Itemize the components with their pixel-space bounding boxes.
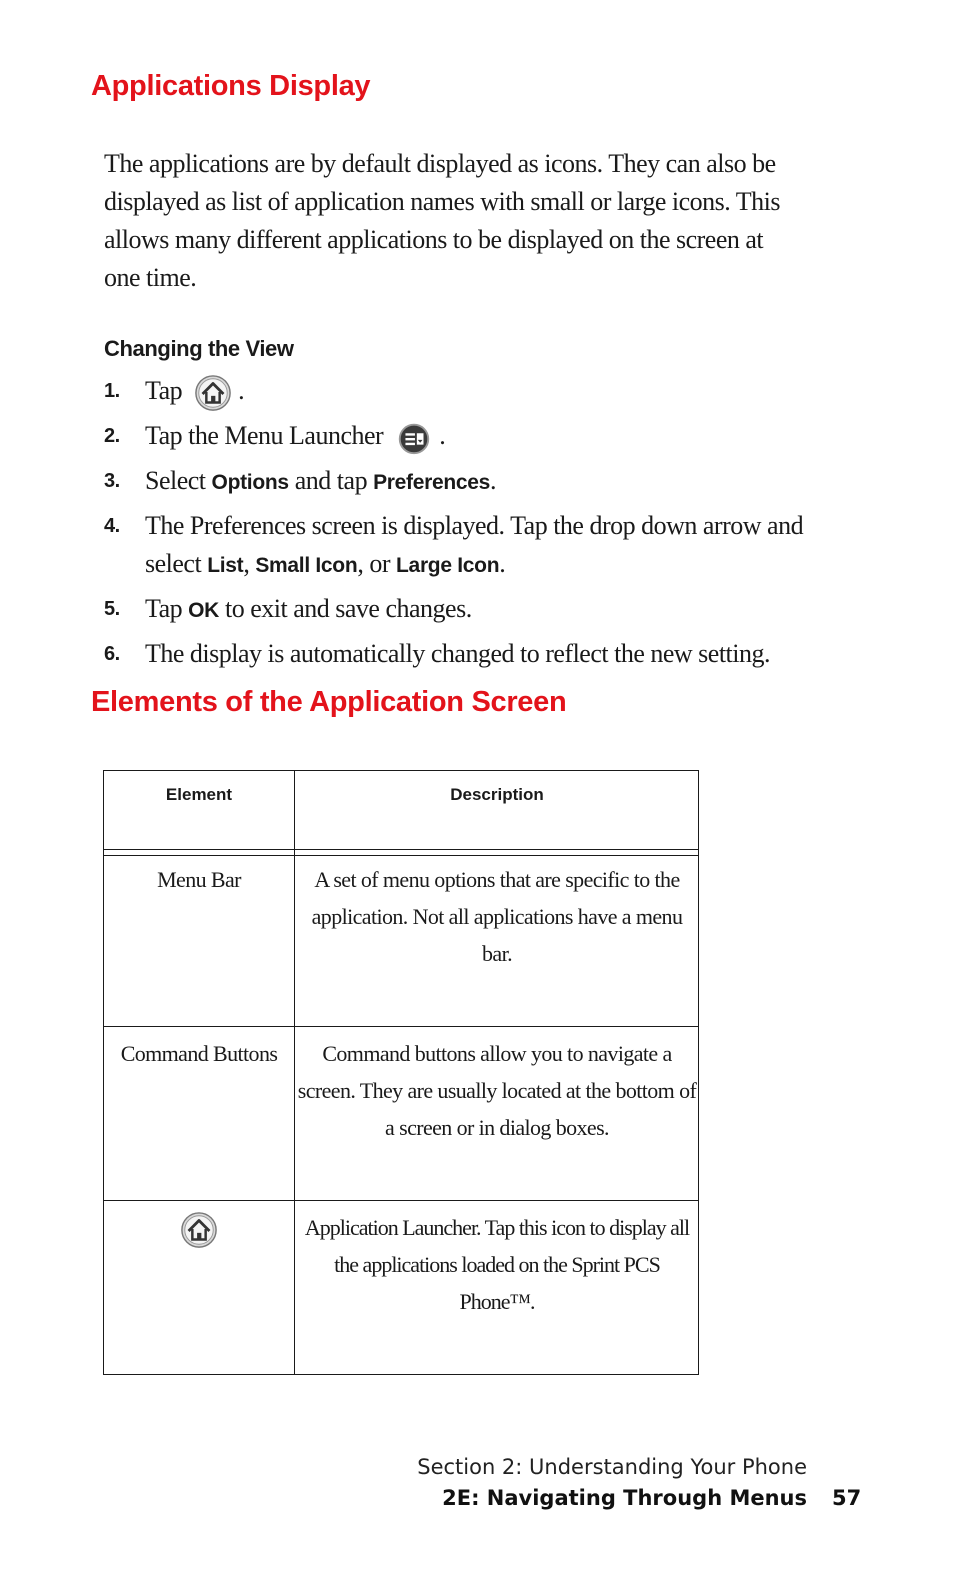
footer-section-title: Section 2: Understanding Your Phone xyxy=(417,1455,807,1479)
steps-list xyxy=(104,372,804,678)
table-row-divider xyxy=(104,1026,698,1027)
table-row-divider xyxy=(104,1200,698,1201)
step-text: The Preferences screen is displayed. Tap the drop down arrow and select xyxy=(145,511,804,579)
step-punct: . xyxy=(238,376,245,405)
table-cell-description: A set of menu options that are specific to the application. Not all applications have a menu bar. xyxy=(311,867,683,966)
table-header-description: Description xyxy=(450,785,544,804)
step-text: Tap the Menu Launcher xyxy=(145,421,384,451)
keyword-ok: OK xyxy=(188,599,220,623)
table-cell-description: Command buttons allow you to navigate a screen. They are usually located at the bottom of a screen or in dialog boxes. xyxy=(297,1041,697,1140)
home-icon xyxy=(180,1211,218,1249)
step-number: 1. xyxy=(104,380,120,402)
keyword-small-icon: Small Icon xyxy=(255,554,358,578)
table-cell-element xyxy=(104,1209,294,1249)
section-heading-elements: Elements of the Application Screen xyxy=(91,686,567,718)
step-number: 3. xyxy=(104,470,120,493)
step-text: , xyxy=(243,549,256,579)
step-text: and tap xyxy=(288,466,374,496)
table-header-divider xyxy=(104,855,698,856)
step-3 xyxy=(104,462,804,502)
step-6 xyxy=(104,635,804,673)
table-header-divider xyxy=(104,849,698,850)
step-5 xyxy=(104,590,804,630)
step-text: to exit and save changes. xyxy=(219,594,472,624)
step-punct: . xyxy=(490,466,497,496)
section-heading-applications-display: Applications Display xyxy=(91,70,371,102)
table-cell-element: Command Buttons xyxy=(120,1041,278,1066)
home-icon xyxy=(194,374,232,412)
step-number: 2. xyxy=(104,425,120,448)
menu-launcher-icon xyxy=(395,419,433,457)
table-header-element: Element xyxy=(165,785,233,804)
step-2 xyxy=(104,417,804,457)
table-column-divider xyxy=(294,771,295,1374)
step-text: Tap xyxy=(145,594,189,624)
step-number: 4. xyxy=(104,515,120,538)
step-number: 6. xyxy=(104,643,120,666)
keyword-large-icon: Large Icon xyxy=(396,554,500,578)
step-text: Select xyxy=(145,466,212,496)
intro-paragraph: The applications are by default displayed as icons. They can also be displayed as list of application names with small or large icons. This allows many different applications to be displayed on the screen at one time. xyxy=(104,149,781,292)
keyword-list: List xyxy=(207,554,244,578)
table-cell-element: Menu Bar xyxy=(157,867,241,892)
step-text: The display is automatically changed to reflect the new setting. xyxy=(145,639,771,669)
subheading-changing-the-view: Changing the View xyxy=(104,336,294,361)
step-4 xyxy=(104,507,804,585)
page-number: 57 xyxy=(832,1486,862,1510)
keyword-preferences: Preferences xyxy=(373,471,491,495)
step-punct: . xyxy=(499,549,506,579)
step-number: 5. xyxy=(104,598,120,621)
table-cell-description: Application Launcher. Tap this icon to display all the applications loaded on the Sprint PCS Phone™. xyxy=(304,1215,690,1314)
step-1 xyxy=(104,372,804,412)
keyword-options: Options xyxy=(211,471,289,495)
step-punct: . xyxy=(439,421,446,451)
step-text: , or xyxy=(357,549,397,579)
footer-chapter-title: 2E: Navigating Through Menus xyxy=(442,1486,807,1510)
elements-table xyxy=(103,770,699,1375)
step-text: Tap xyxy=(145,376,183,405)
